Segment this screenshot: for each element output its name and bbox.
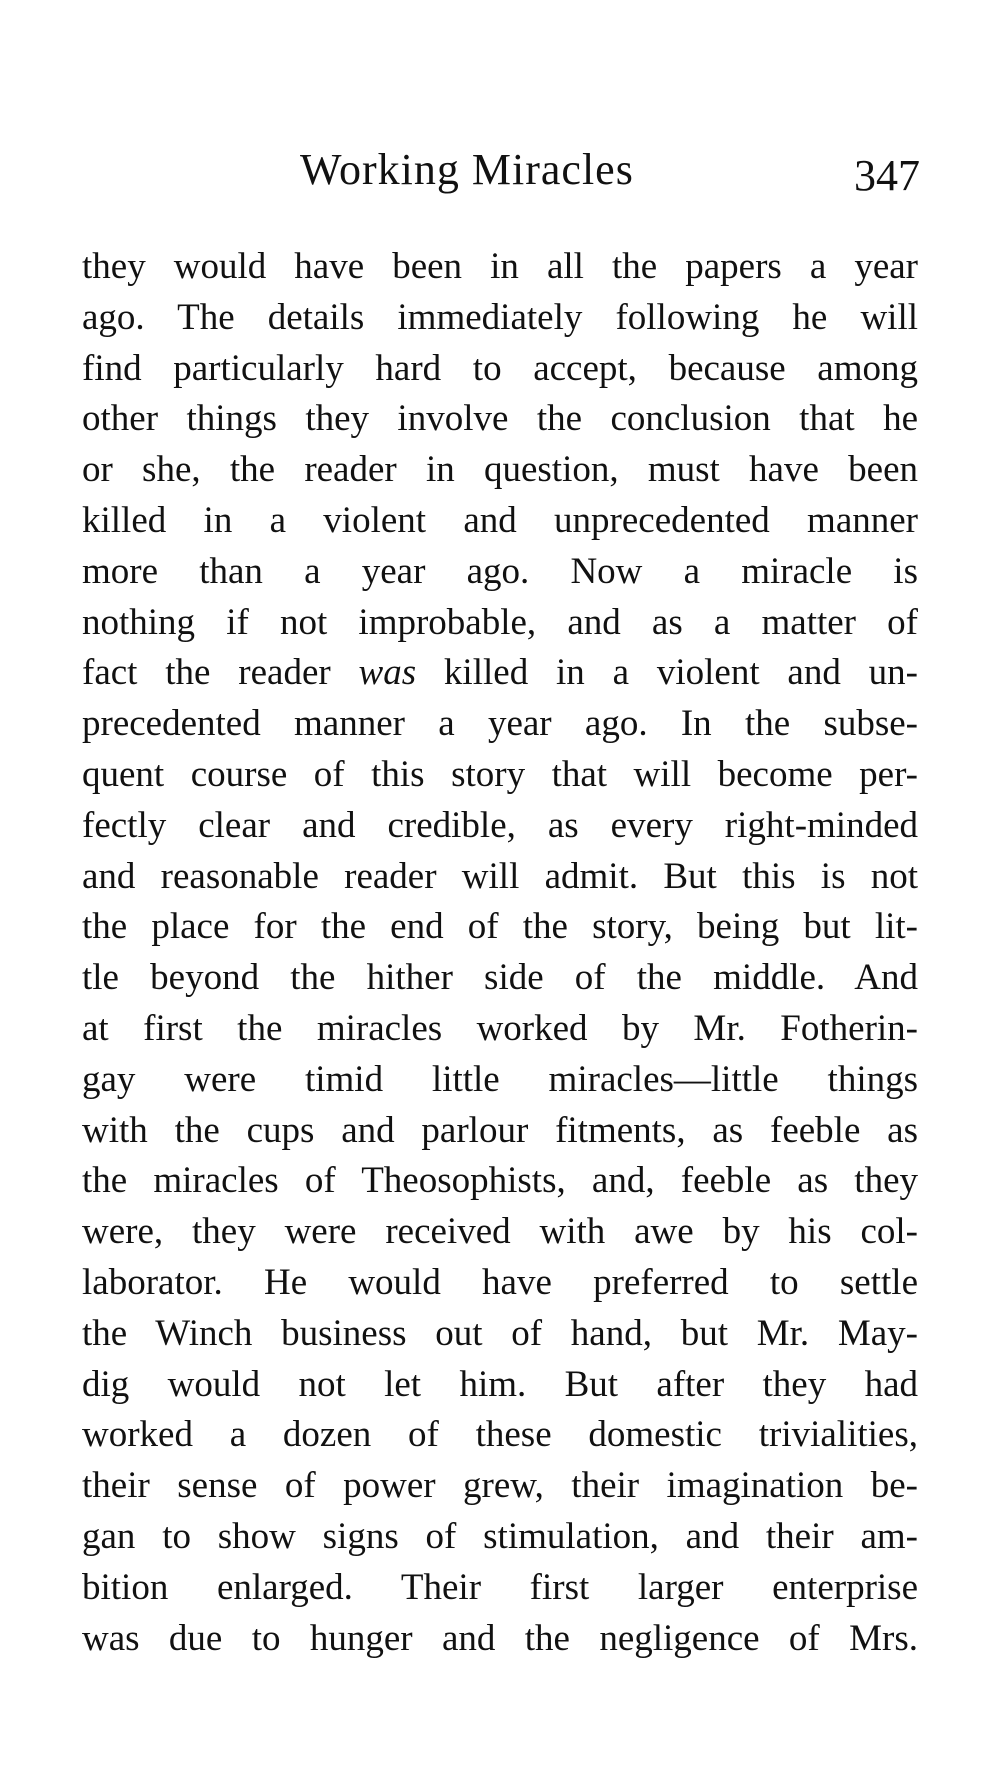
text-line-27: bition enlarged. Their first larger enterprise [82, 1566, 918, 1608]
running-head [80, 140, 920, 210]
text-line-2: ago. The details immediately following he will [82, 296, 918, 338]
text-line-13: and reasonable reader will admit. But this is not [82, 855, 918, 897]
text-line-9-after: killed in a violent and un- [416, 652, 918, 694]
text-line-9 [82, 648, 918, 699]
text-line-14: the place for the end of the story, being but lit- [82, 906, 918, 948]
text-line-6: killed in a violent and unprecedented manner [82, 499, 918, 541]
italic-word: was [358, 652, 417, 694]
text-line-16: at first the miracles worked by Mr. Fotherin- [82, 1007, 918, 1049]
text-line-28: was due to hunger and the negligence of Mrs. [82, 1617, 918, 1659]
text-line-18: with the cups and parlour fitments, as feeble as [82, 1109, 918, 1151]
text-line-15: tle beyond the hither side of the middle. And [82, 957, 918, 999]
text-line-5: or she, the reader in question, must have been [82, 449, 918, 491]
text-line-3: find particularly hard to accept, because among [82, 347, 918, 389]
text-line-24: worked a dozen of these domestic trivialities, [82, 1414, 918, 1456]
text-line-8: nothing if not improbable, and as a matter of [82, 601, 918, 643]
body-text [82, 242, 918, 1664]
text-line-12: fectly clear and credible, as every right-minded [82, 804, 918, 846]
text-line-11: quent course of this story that will become per- [82, 753, 918, 795]
text-line-7: more than a year ago. Now a miracle is [82, 550, 918, 592]
text-line-21: laborator. He would have preferred to settle [82, 1261, 918, 1303]
text-line-25: their sense of power grew, their imagination be- [82, 1465, 918, 1507]
page-number: 347 [854, 151, 920, 200]
text-line-1: they would have been in all the papers a year [82, 246, 918, 287]
text-line-4: other things they involve the conclusion that he [82, 398, 918, 440]
text-line-26: gan to show signs of stimulation, and their am- [82, 1515, 918, 1557]
text-line-20: were, they were received with awe by his col- [82, 1211, 918, 1253]
text-line-22: the Winch business out of hand, but Mr. May- [82, 1312, 918, 1354]
text-line-19: the miracles of Theosophists, and, feeble as they [82, 1160, 918, 1202]
text-line-23: dig would not let him. But after they had [82, 1363, 918, 1405]
running-title: Working Miracles [300, 145, 634, 194]
text-line-9-before: fact the reader [82, 652, 359, 694]
text-line-10: precedented manner a year ago. In the subse- [82, 703, 918, 745]
text-line-17: gay were timid little miracles—little things [82, 1058, 918, 1100]
